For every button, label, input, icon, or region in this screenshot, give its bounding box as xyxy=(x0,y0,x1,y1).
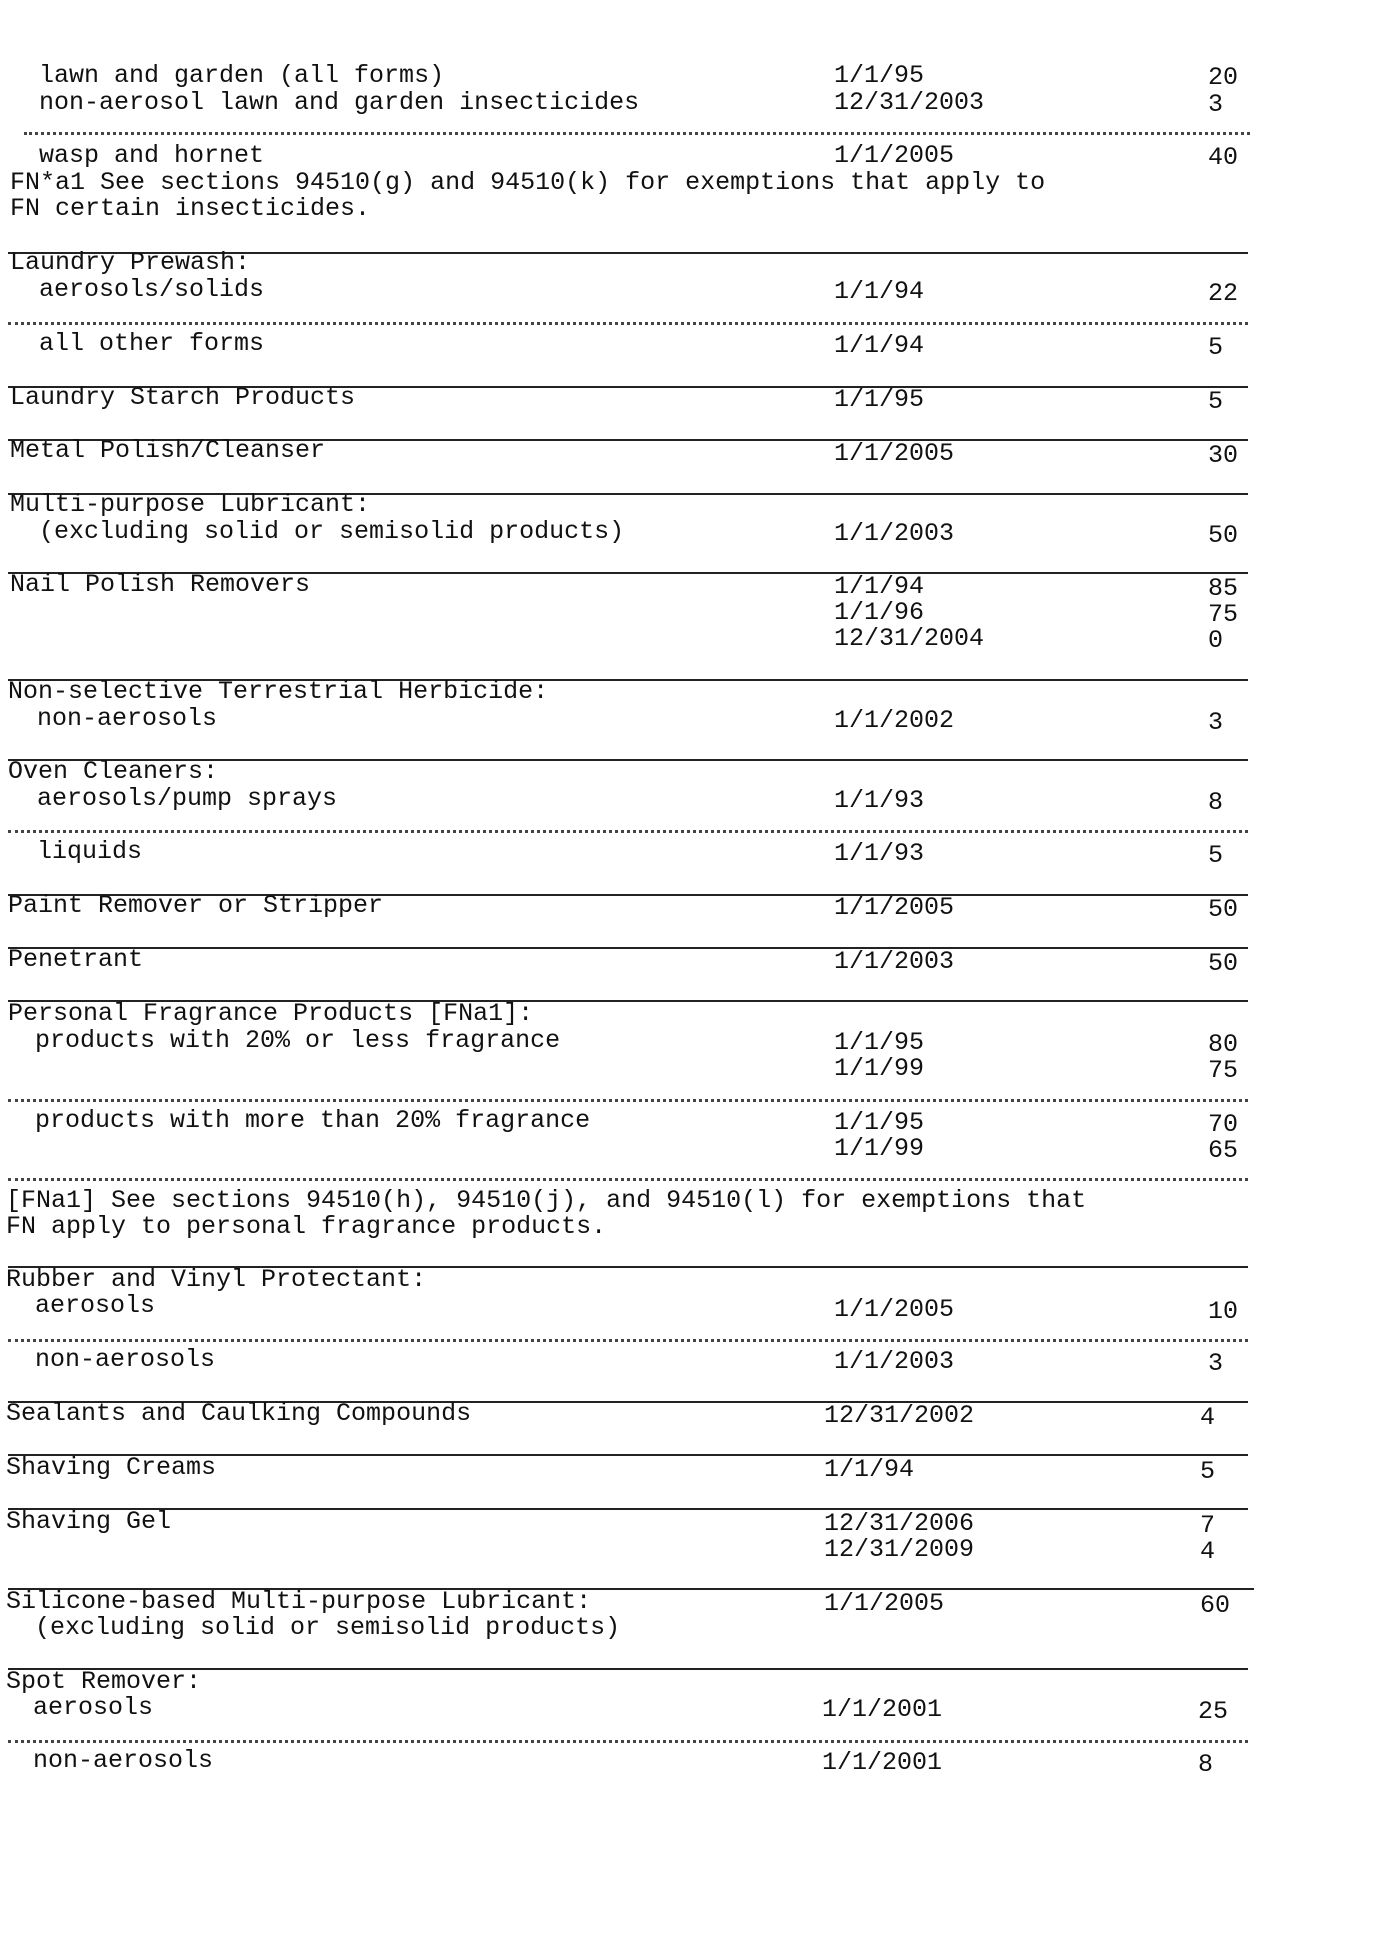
row-label: aerosols xyxy=(20,1291,156,1320)
effective-date: 1/1/2005 xyxy=(834,893,955,922)
row-label: aerosols/solids xyxy=(24,275,265,304)
effective-date: 12/31/2002 xyxy=(824,1401,975,1430)
effective-date: 1/1/2005 xyxy=(824,1589,945,1618)
effective-date: 1/1/2005 xyxy=(834,141,955,170)
voc-limit: 30 xyxy=(1208,441,1239,470)
row-label: Nail Polish Removers xyxy=(10,570,311,599)
dotted-divider xyxy=(8,322,1248,325)
voc-limit: 80 xyxy=(1208,1030,1239,1059)
effective-date: 1/1/2003 xyxy=(834,947,955,976)
voc-limit: 5 xyxy=(1200,1457,1216,1486)
row-label: wasp and hornet xyxy=(24,141,265,170)
category-heading: Silicone-based Multi-purpose Lubricant: xyxy=(6,1587,592,1616)
row-label: aerosols xyxy=(18,1693,154,1722)
row-label: non-aerosols xyxy=(22,704,218,733)
row-label: liquids xyxy=(22,837,143,866)
dotted-divider xyxy=(8,1178,1248,1181)
voc-limit: 70 xyxy=(1208,1110,1239,1139)
row-label: (excluding solid or semisolid products) xyxy=(24,517,625,546)
voc-limit: 50 xyxy=(1208,949,1239,978)
voc-limit: 50 xyxy=(1208,521,1239,550)
category-heading: Rubber and Vinyl Protectant: xyxy=(6,1265,427,1294)
effective-date: 12/31/2009 xyxy=(824,1535,975,1564)
effective-date: 1/1/94 xyxy=(834,331,925,360)
voc-limit: 50 xyxy=(1208,895,1239,924)
voc-limit: 0 xyxy=(1208,626,1224,655)
row-label: lawn and garden (all forms) xyxy=(24,61,445,90)
row-label: Penetrant xyxy=(8,945,144,974)
effective-date: 1/1/94 xyxy=(834,277,925,306)
row-label: (excluding solid or semisolid products) xyxy=(20,1613,621,1642)
effective-date: 1/1/95 xyxy=(834,1028,925,1057)
effective-date: 1/1/2005 xyxy=(834,1295,955,1324)
voc-limit: 25 xyxy=(1198,1697,1229,1726)
voc-limit: 10 xyxy=(1208,1297,1239,1326)
row-label: non-aerosol lawn and garden insecticides xyxy=(24,88,640,117)
effective-date: 1/1/95 xyxy=(834,1108,925,1137)
voc-limit: 3 xyxy=(1208,1349,1224,1378)
dotted-divider xyxy=(8,1099,1248,1102)
effective-date: 1/1/2001 xyxy=(822,1748,943,1777)
voc-limit: 4 xyxy=(1200,1403,1216,1432)
dotted-divider xyxy=(8,830,1248,833)
voc-limit: 7 xyxy=(1200,1511,1216,1540)
row-label: Paint Remover or Stripper xyxy=(8,891,384,920)
voc-limit: 22 xyxy=(1208,279,1239,308)
voc-limit: 75 xyxy=(1208,600,1239,629)
voc-limit: 65 xyxy=(1208,1136,1239,1165)
effective-date: 1/1/93 xyxy=(834,839,925,868)
row-label: products with more than 20% fragrance xyxy=(20,1106,591,1135)
effective-date: 12/31/2006 xyxy=(824,1509,975,1538)
voc-limit: 3 xyxy=(1208,90,1224,119)
dotted-divider xyxy=(8,1740,1248,1743)
voc-limit: 8 xyxy=(1208,788,1224,817)
dotted-divider xyxy=(8,1339,1248,1342)
footnote-line: [FNa1] See sections 94510(h), 94510(j), and 94510(l) for exemptions that xyxy=(6,1186,1087,1215)
effective-date: 1/1/2002 xyxy=(834,706,955,735)
row-label: non-aerosols xyxy=(18,1746,214,1775)
row-divider xyxy=(8,947,1248,949)
effective-date: 1/1/96 xyxy=(834,598,925,627)
effective-date: 12/31/2004 xyxy=(834,624,985,653)
effective-date: 1/1/2003 xyxy=(834,1347,955,1376)
voc-limit: 60 xyxy=(1200,1591,1231,1620)
voc-limit: 5 xyxy=(1208,841,1224,870)
effective-date: 1/1/99 xyxy=(834,1134,925,1163)
row-label: Shaving Gel xyxy=(6,1507,172,1536)
row-label: Laundry Starch Products xyxy=(10,383,356,412)
effective-date: 1/1/99 xyxy=(834,1054,925,1083)
effective-date: 1/1/95 xyxy=(834,385,925,414)
row-label: Shaving Creams xyxy=(6,1453,217,1482)
effective-date: 1/1/94 xyxy=(834,572,925,601)
row-label: all other forms xyxy=(24,329,265,358)
effective-date: 1/1/2005 xyxy=(834,439,955,468)
row-label: products with 20% or less fragrance xyxy=(20,1026,561,1055)
category-heading: Personal Fragrance Products [FNa1]: xyxy=(8,999,534,1028)
voc-limit: 8 xyxy=(1198,1750,1214,1779)
category-heading: Multi-purpose Lubricant: xyxy=(10,490,371,519)
row-label: Metal Polish/Cleanser xyxy=(10,436,326,465)
voc-limit: 4 xyxy=(1200,1537,1216,1566)
effective-date: 1/1/94 xyxy=(824,1455,915,1484)
footnote-line: FN*a1 See sections 94510(g) and 94510(k) for exemptions that apply to xyxy=(10,168,1046,197)
dotted-divider xyxy=(24,132,1250,135)
footnote-line: FN certain insecticides. xyxy=(10,194,371,223)
voc-limit: 20 xyxy=(1208,63,1239,92)
row-label: Sealants and Caulking Compounds xyxy=(6,1399,472,1428)
effective-date: 12/31/2003 xyxy=(834,88,985,117)
voc-limit: 5 xyxy=(1208,333,1224,362)
category-heading: Non-selective Terrestrial Herbicide: xyxy=(8,677,549,706)
effective-date: 1/1/2003 xyxy=(834,519,955,548)
row-divider xyxy=(8,1508,1248,1510)
voc-limit: 85 xyxy=(1208,574,1239,603)
effective-date: 1/1/93 xyxy=(834,786,925,815)
row-label: non-aerosols xyxy=(20,1345,216,1374)
voc-limit: 75 xyxy=(1208,1056,1239,1085)
effective-date: 1/1/95 xyxy=(834,61,925,90)
footnote-line: FN apply to personal fragrance products. xyxy=(6,1212,607,1241)
category-heading: Laundry Prewash: xyxy=(10,248,251,277)
category-heading: Spot Remover: xyxy=(6,1667,202,1696)
row-label: aerosols/pump sprays xyxy=(22,784,338,813)
voc-limit: 40 xyxy=(1208,143,1239,172)
effective-date: 1/1/2001 xyxy=(822,1695,943,1724)
category-heading: Oven Cleaners: xyxy=(8,757,219,786)
voc-limit: 3 xyxy=(1208,708,1224,737)
voc-limit: 5 xyxy=(1208,387,1224,416)
